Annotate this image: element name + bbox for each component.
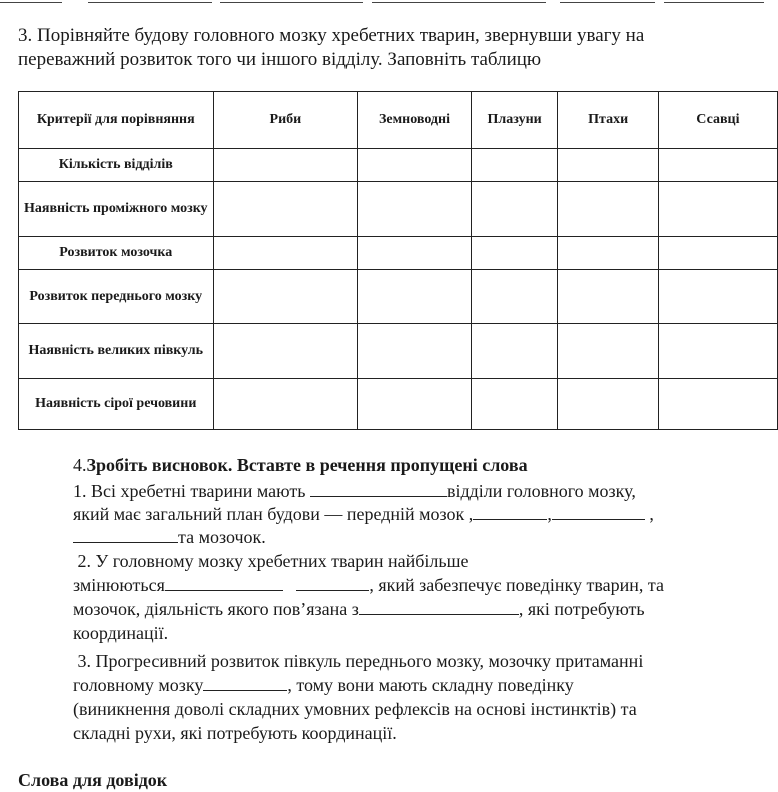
table-row: [19, 324, 778, 379]
blank-field[interactable]: [73, 527, 178, 543]
header-reptiles: Плазуни: [471, 92, 558, 149]
sentence1-line3: [73, 526, 773, 549]
cell-input[interactable]: [213, 237, 358, 270]
blank-field[interactable]: [165, 575, 283, 591]
cell-input[interactable]: [471, 270, 558, 324]
task3-line1: 3. Порівняйте будову головного мозку хребетних тварин, звернувши увагу на: [18, 25, 645, 46]
cell-input[interactable]: [471, 324, 558, 379]
cell-input[interactable]: [558, 182, 658, 237]
comparison-table: [18, 91, 778, 430]
dictionary-title: Слова для довідок: [18, 770, 168, 790]
sentence2-line2: [73, 574, 773, 597]
cell-input[interactable]: [658, 149, 777, 182]
table-header-row: [19, 92, 778, 149]
cell-input[interactable]: [358, 149, 472, 182]
cell-input[interactable]: [558, 379, 658, 430]
cell-input[interactable]: [558, 237, 658, 270]
task3-instructions: [18, 24, 768, 72]
row-label: Наявність проміжного мозку: [19, 182, 214, 237]
sentence2-text-f: координації.: [73, 623, 169, 643]
cell-input[interactable]: [471, 182, 558, 237]
cell-input[interactable]: [213, 324, 358, 379]
task3-line2: переважний розвиток того чи іншого відділу. Заповніть таблицю: [18, 49, 542, 70]
task4-title: [73, 454, 773, 477]
cell-input[interactable]: [358, 237, 472, 270]
sentence3-text-a: 3. Прогресивний розвиток півкуль переднього мозку, мозочку притаманні: [77, 651, 644, 671]
sentence2-text-c: , який забезпечує поведінку тварин, та: [369, 575, 664, 595]
table-row: [19, 379, 778, 430]
sentence2-line4: [73, 622, 773, 645]
sentence2-line3: [73, 598, 773, 621]
sentence1-text-f: та мозочок.: [178, 527, 266, 547]
cell-input[interactable]: [471, 379, 558, 430]
blank-field[interactable]: [552, 504, 645, 520]
header-mammals: Ссавці: [658, 92, 777, 149]
cell-input[interactable]: [558, 149, 658, 182]
cell-input[interactable]: [358, 324, 472, 379]
table-row: [19, 270, 778, 324]
sentence3-text-e: складні рухи, які потребують координації.: [73, 723, 397, 743]
sentence1-text-a: 1. Всі хребетні тварини мають: [73, 481, 306, 501]
cell-input[interactable]: [358, 270, 472, 324]
sentence3-text-b: головному мозку: [73, 675, 204, 695]
cell-input[interactable]: [658, 182, 777, 237]
blank-field[interactable]: [203, 675, 287, 691]
sentence2-text-e: , які потребують: [518, 599, 645, 619]
row-label: Кількість відділів: [19, 149, 214, 182]
blank-field[interactable]: [296, 575, 369, 591]
cell-input[interactable]: [658, 324, 777, 379]
row-label: Розвиток переднього мозку: [19, 270, 214, 324]
cell-input[interactable]: [658, 270, 777, 324]
cell-input[interactable]: [358, 182, 472, 237]
cell-input[interactable]: [658, 379, 777, 430]
sentence2-text-d: мозочок, діяльність якого пов’язана з: [73, 599, 359, 619]
table-row: [19, 149, 778, 182]
cell-input[interactable]: [358, 379, 472, 430]
cell-input[interactable]: [558, 270, 658, 324]
cell-input[interactable]: [471, 237, 558, 270]
task4-number: 4.: [73, 455, 87, 475]
blank-field[interactable]: [473, 504, 547, 520]
cell-input[interactable]: [658, 237, 777, 270]
cell-input[interactable]: [213, 182, 358, 237]
row-label: Наявність сірої речовини: [19, 379, 214, 430]
sentence3-text-c: , тому вони мають складну поведінку: [287, 675, 574, 695]
sentence1-comma: ,: [649, 504, 654, 524]
table-row: [19, 237, 778, 270]
cell-input[interactable]: [213, 379, 358, 430]
cell-input[interactable]: [213, 270, 358, 324]
sentence2-line1: [73, 550, 773, 573]
sentence3-line1: [73, 650, 773, 673]
sentence1-line2: [73, 503, 773, 526]
sentence1-comma: ,: [547, 504, 552, 524]
sentence1-text-c: який має загальний план будови — передній мозок ,: [73, 504, 474, 524]
blank-field[interactable]: [359, 599, 519, 615]
task4-heading: Зробіть висновок. Вставте в речення пропущені слова: [86, 455, 528, 475]
header-birds: Птахи: [558, 92, 658, 149]
top-rule-lines: [0, 0, 778, 8]
sentence1-text-b: відділи головного мозку,: [446, 481, 636, 501]
sentence3-line4: [73, 722, 773, 745]
cell-input[interactable]: [558, 324, 658, 379]
cell-input[interactable]: [471, 149, 558, 182]
header-amphibians: Земноводні: [358, 92, 472, 149]
sentence3-line2: [73, 674, 773, 697]
sentence1-line1: [73, 480, 773, 503]
sentence3-text-d: (виникнення доволі складних умовних рефлексів на основі інстинктів) та: [73, 699, 637, 719]
table-row: [19, 182, 778, 237]
sentence2-text-a: 2. У головному мозку хребетних тварин найбільше: [77, 551, 469, 571]
row-label: Розвиток мозочка: [19, 237, 214, 270]
sentence2-text-b: змінюються: [73, 575, 165, 595]
blank-field[interactable]: [310, 481, 447, 497]
header-fish: Риби: [213, 92, 358, 149]
row-label: Наявність великих півкуль: [19, 324, 214, 379]
sentence3-line3: [73, 698, 773, 721]
header-criteria: Критерії для порівняння: [19, 92, 214, 149]
cell-input[interactable]: [213, 149, 358, 182]
